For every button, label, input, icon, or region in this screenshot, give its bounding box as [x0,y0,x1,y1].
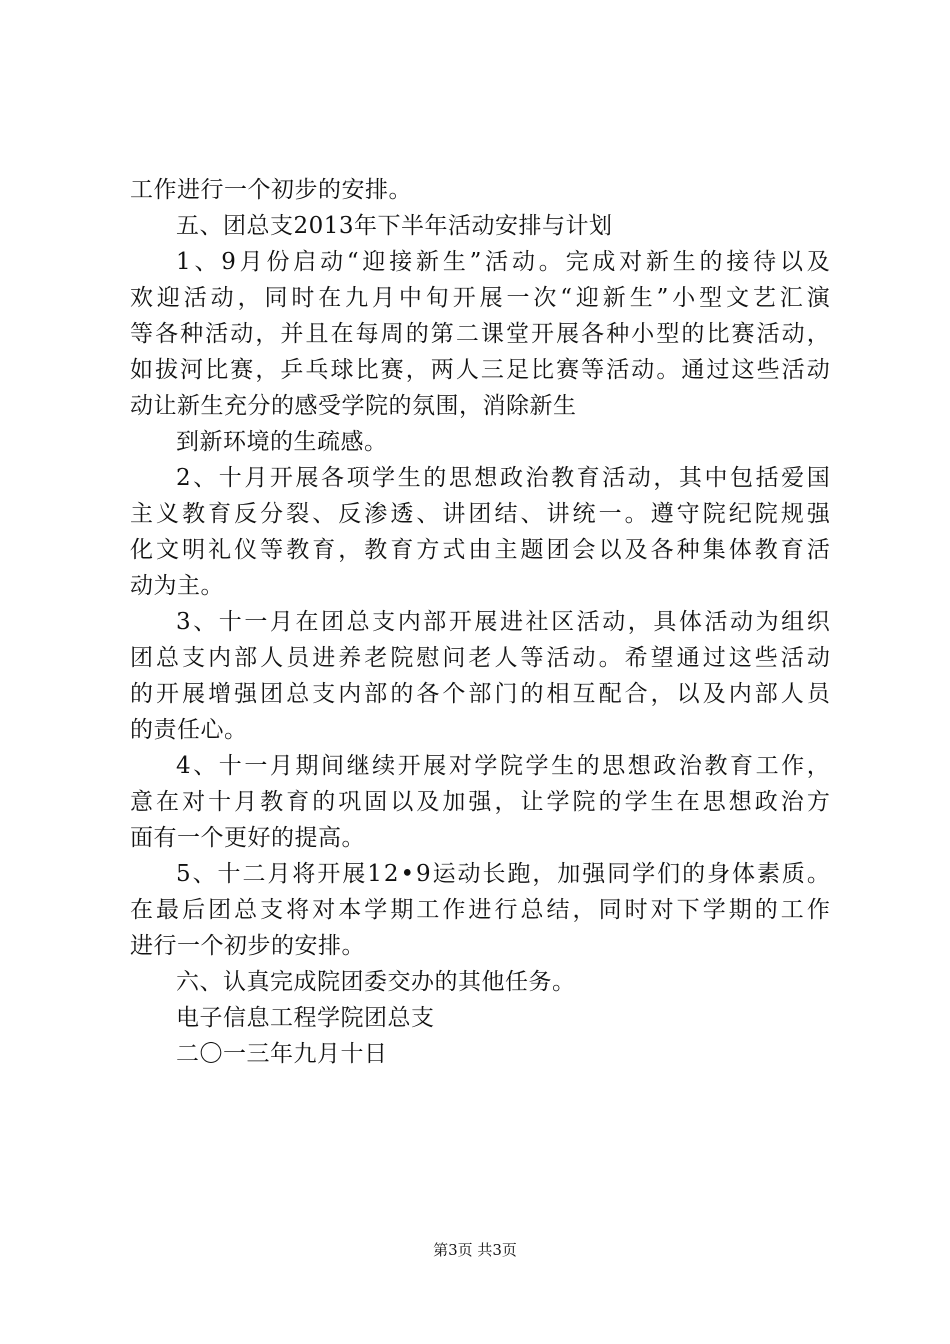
text-line: 2 、 十 月 开 展 各 项 学 生 的 思 想 政 治 教 育 活 动 ， 其 中 包 括 爱 国 [176,465,830,491]
text-line: 4 、 十 一 月 期 间 继 续 开 展 对 学 院 学 生 的 思 想 政 治 教 育 工 作 ， [176,753,830,779]
text-line: 团 总 支 内 部 人 员 进 养 老 院 慰 问 老 人 等 活 动 。 希 望 通 过 这 些 活 动 [130,645,830,671]
text-line: 动为主。 [130,573,224,599]
text-line: 3 、 十 一 月 在 团 总 支 内 部 开 展 进 社 区 活 动 ， 具 体 活 动 为 组 织 [176,609,830,635]
text-line: 欢 迎 活 动 ， 同 时 在 九 月 中 旬 开 展 一 次 “ 迎 新 生 ” 小 型 文 艺 汇 演 [130,285,830,311]
text-line: 电子信息工程学院团总支 [176,1005,435,1031]
page-footer: 第3页 共3页 [433,1241,517,1259]
text-line: 5 、 十 二 月 将 开 展 1 2 • 9 运 动 长 跑 ， 加 强 同 学 们 的 身 体 素 质 。 [176,861,830,887]
text-line: 如 拔 河 比 赛 ， 乒 乓 球 比 赛 ， 两 人 三 足 比 赛 等 活 动 。 通 过 这 些 活 动 [130,357,830,383]
text-line: 的 开 展 增 强 团 总 支 内 部 的 各 个 部 门 的 相 互 配 合 ， 以 及 内 部 人 员 [130,681,830,707]
text-line: 在 最 后 团 总 支 将 对 本 学 期 工 作 进 行 总 结 ， 同 时 对 下 学 期 的 工 作 [130,897,830,923]
text-line: 进行一个初步的安排。 [130,933,365,959]
text-line: 化 文 明 礼 仪 等 教 育 ， 教 育 方 式 由 主 题 团 会 以 及 各 种 集 体 教 育 活 [130,537,830,563]
text-line: 五、团总支2013年下半年活动安排与计划 [176,213,613,239]
text-line: 动让新生充分的感受学院的氛围，消除新生 [130,393,577,419]
text-line: 等 各 种 活 动 ， 并 且 在 每 周 的 第 二 课 堂 开 展 各 种 小 型 的 比 赛 活 动 ， [130,321,830,347]
text-line: 的责任心。 [130,717,248,743]
text-line: 意 在 对 十 月 教 育 的 巩 固 以 及 加 强 ， 让 学 院 的 学 生 在 思 想 政 治 方 [130,789,830,815]
text-line: 1 、 9 月 份 启 动 “ 迎 接 新 生 ” 活 动 。 完 成 对 新 生 的 接 待 以 及 [176,249,830,275]
text-line: 工作进行一个初步的安排。 [130,177,412,203]
text-line: 到新环境的生疏感。 [176,429,388,455]
text-line: 主 义 教 育 反 分 裂 、 反 渗 透 、 讲 团 结 、 讲 统 一 。 遵 守 院 纪 院 规 强 [130,501,830,527]
text-line: 六、认真完成院团委交办的其他任务。 [176,969,576,995]
text-line: 面有一个更好的提高。 [130,825,365,851]
text-line: 二〇一三年九月十日 [176,1041,388,1067]
document-body [130,172,830,1072]
